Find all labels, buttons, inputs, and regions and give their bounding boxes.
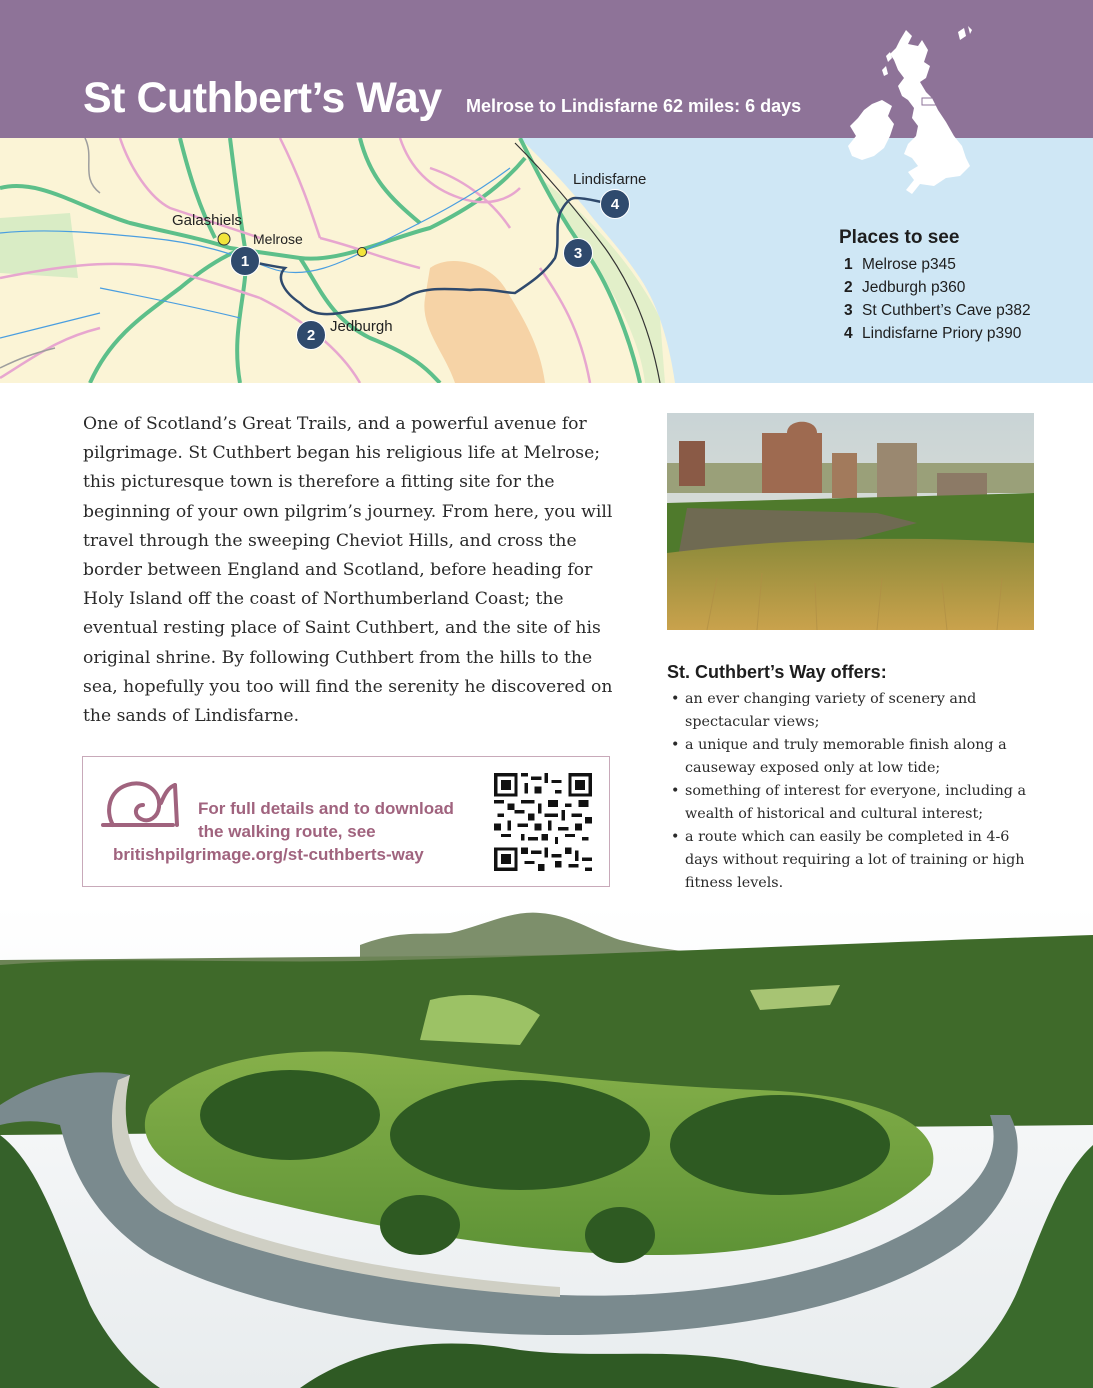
place-label: Melrose p345 [862,256,956,273]
page-title: St Cuthbert’s Way [83,74,442,122]
map-label-jedburgh: Jedburgh [330,318,393,335]
priory-photo [667,413,1034,630]
place-number: 1 [844,256,853,273]
offer-item [667,734,1037,780]
place-number: 3 [844,302,853,319]
bullet-icon: • [671,783,680,799]
info-url-link[interactable]: britishpilgrimage.org/st-cuthberts-way [113,845,424,864]
places-to-see [839,227,1069,345]
map-marker-2[interactable]: 2 [296,320,326,350]
info-text [113,797,473,866]
offer-item [667,826,1037,895]
place-item[interactable] [839,322,1069,345]
map-label-lindisfarne: Lindisfarne [573,171,647,188]
offer-text: a unique and truly memorable finish along a causeway exposed only at low tide; [685,737,1007,776]
place-number: 2 [844,279,853,296]
place-label: Lindisfarne Priory p390 [862,325,1022,342]
place-label: St Cuthbert’s Cave p382 [862,302,1031,319]
offer-text: something of interest for everyone, including a wealth of historical and cultural interest; [685,783,1027,822]
info-line-1: For full details and to download [198,799,454,818]
place-item[interactable] [839,253,1069,276]
place-label: Jedburgh p360 [862,279,966,296]
places-list [839,253,1069,345]
places-heading: Places to see [839,227,960,248]
place-item[interactable] [839,276,1069,299]
info-line-2: the walking route, see [198,822,376,841]
offer-text: an ever changing variety of scenery and spectacular views; [685,691,977,730]
offers-section [667,662,1037,895]
offers-list [667,688,1037,895]
offers-heading: St. Cuthbert’s Way offers: [667,662,887,682]
map-label-melrose: Melrose [253,231,303,247]
map-marker-3[interactable]: 3 [563,238,593,268]
map-marker-1[interactable]: 1 [230,246,260,276]
map-marker-4[interactable]: 4 [600,189,630,219]
uk-map-icon [842,26,978,198]
offer-text: a route which can easily be completed in 4-6 days without requiring a lot of training or high fitness levels. [685,829,1025,891]
bullet-icon: • [671,829,680,845]
bullet-icon: • [671,691,680,707]
intro-paragraph: One of Scotland’s Great Trails, and a powerful avenue for pilgrimage. St Cuthbert began his religious life at Melrose; this picturesque town is therefore a fitting site for the beginning of your own pilgrim’s journey. From here, you will travel through the sweeping Cheviot Hills, and cross the border between England and Scotland, before heading for Holy Island off the coast of Northumberland Coast; the eventual resting place of Saint Cuthbert, and the site of his original shrine. By following Cuthbert from the hills to the sea, hopefully you too will find the serenity he discovered on the sands of Lindisfarne. [83,414,613,727]
route-info-box [82,756,610,887]
offer-item [667,688,1037,734]
bullet-icon: • [671,737,680,753]
place-item[interactable] [839,299,1069,322]
offer-item [667,780,1037,826]
map-label-galashiels: Galashiels [172,212,243,229]
page-subtitle: Melrose to Lindisfarne 62 miles: 6 days [466,96,802,116]
place-number: 4 [844,325,853,342]
qr-code-icon[interactable] [494,773,592,871]
landscape-photo [0,905,1093,1388]
